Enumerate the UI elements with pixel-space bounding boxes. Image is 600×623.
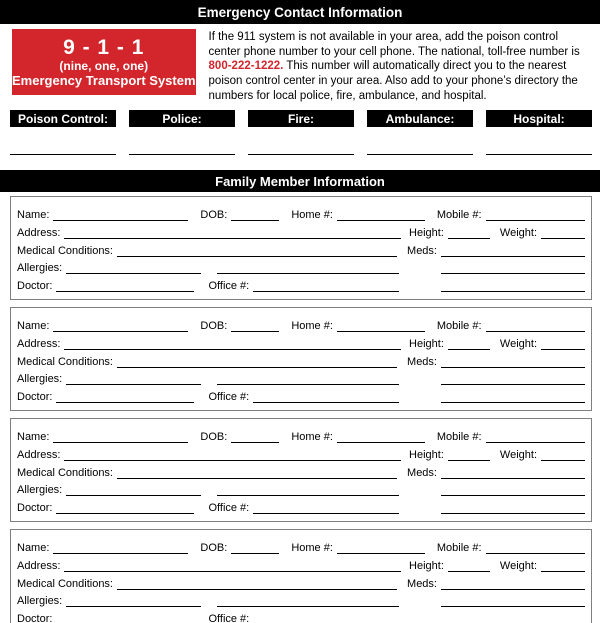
height-label: Height:	[409, 337, 444, 350]
doctor-row	[17, 608, 585, 623]
emergency-contact-write-lines	[10, 139, 592, 155]
allergies-continuation-line	[217, 594, 399, 607]
height-write-line	[448, 337, 490, 350]
name-label: Name:	[17, 320, 50, 332]
family-section-title	[0, 170, 600, 192]
dob-write-line	[231, 319, 279, 332]
dob-label: DOB:	[200, 209, 228, 221]
paragraph-text-after: This number will automatically direct you to the nearest poison control center in your area. Also add to your phone’s directory the numbers for local police, fire, ambulance, and hospital.	[208, 60, 578, 102]
meds-continuation-line-2	[441, 501, 585, 514]
911-red-box	[12, 29, 196, 95]
meds-continuation-line	[441, 372, 585, 385]
doctor-write-line	[56, 279, 194, 292]
medical-conditions-row	[17, 462, 585, 479]
medical-conditions-write-line	[117, 355, 397, 368]
meds-continuation-line	[441, 594, 585, 607]
doctor-row	[17, 497, 585, 514]
address-row	[17, 333, 585, 350]
label-hospital: Hospital:	[486, 110, 592, 127]
office-phone-write-line	[253, 612, 399, 623]
address-label: Address:	[17, 337, 61, 350]
dob-label: DOB:	[200, 542, 228, 554]
doctor-write-line	[56, 501, 194, 514]
mobile-phone-label: Mobile #:	[436, 431, 482, 443]
allergies-row	[17, 257, 585, 274]
address-write-line	[64, 448, 401, 461]
medical-conditions-label: Medical Conditions:	[17, 577, 113, 590]
name-write-line	[53, 319, 188, 332]
height-label: Height:	[409, 226, 444, 239]
office-phone-label: Office #:	[208, 502, 250, 514]
doctor-label: Doctor:	[17, 502, 53, 514]
mobile-phone-write-line	[486, 319, 585, 332]
911-caption: Emergency Transport System	[12, 73, 196, 88]
meds-continuation-line	[441, 483, 585, 496]
doctor-row	[17, 386, 585, 403]
office-phone-write-line	[253, 279, 399, 292]
allergies-continuation-line	[217, 372, 399, 385]
family-member-block	[10, 196, 592, 300]
allergies-write-line	[66, 372, 201, 385]
emergency-contact-labels	[10, 110, 592, 127]
medical-conditions-row	[17, 351, 585, 368]
dob-write-line	[231, 541, 279, 554]
medical-conditions-write-line	[117, 466, 397, 479]
911-number: 9 - 1 - 1	[63, 36, 145, 59]
name-label: Name:	[17, 209, 50, 221]
intro-section	[12, 29, 592, 104]
meds-continuation-line-2	[441, 390, 585, 403]
poison-control-write-line	[10, 139, 116, 155]
label-poison-control: Poison Control:	[10, 110, 116, 127]
office-phone-label: Office #:	[208, 280, 250, 292]
allergies-continuation-line	[217, 261, 399, 274]
office-phone-write-line	[253, 390, 399, 403]
medical-conditions-row	[17, 240, 585, 257]
family-member-block	[10, 529, 592, 623]
address-row	[17, 555, 585, 572]
hospital-write-line	[486, 139, 592, 155]
medical-conditions-label: Medical Conditions:	[17, 355, 113, 368]
home-phone-label: Home #:	[291, 431, 333, 443]
label-ambulance: Ambulance:	[367, 110, 473, 127]
weight-label: Weight:	[499, 559, 537, 572]
meds-write-line	[441, 355, 585, 368]
home-phone-write-line	[337, 541, 425, 554]
fire-write-line	[248, 139, 354, 155]
mobile-phone-label: Mobile #:	[436, 542, 482, 554]
home-phone-write-line	[337, 208, 425, 221]
address-write-line	[64, 337, 401, 350]
doctor-label: Doctor:	[17, 613, 53, 623]
label-fire: Fire:	[248, 110, 354, 127]
allergies-write-line	[66, 483, 201, 496]
family-member-block	[10, 418, 592, 522]
medical-conditions-write-line	[117, 244, 397, 257]
address-label: Address:	[17, 448, 61, 461]
height-label: Height:	[409, 448, 444, 461]
medical-conditions-label: Medical Conditions:	[17, 466, 113, 479]
address-label: Address:	[17, 226, 61, 239]
height-label: Height:	[409, 559, 444, 572]
weight-write-line	[541, 226, 585, 239]
office-phone-label: Office #:	[208, 613, 250, 623]
name-write-line	[53, 541, 188, 554]
meds-write-line	[441, 466, 585, 479]
weight-label: Weight:	[499, 448, 537, 461]
meds-label: Meds:	[407, 466, 437, 479]
weight-write-line	[541, 559, 585, 572]
allergies-write-line	[66, 594, 201, 607]
doctor-write-line	[56, 612, 194, 623]
weight-write-line	[541, 337, 585, 350]
allergies-row	[17, 479, 585, 496]
911-phonetic: (nine, one, one)	[59, 59, 149, 73]
home-phone-write-line	[337, 319, 425, 332]
office-phone-label: Office #:	[208, 391, 250, 403]
poison-control-paragraph	[209, 29, 592, 104]
address-row	[17, 222, 585, 239]
height-write-line	[448, 448, 490, 461]
paragraph-text-before: If the 911 system is not available in your area, add the poison control center phone number to your cell phone. The national, toll-free number is	[208, 31, 580, 58]
name-row	[17, 426, 585, 443]
address-write-line	[64, 559, 401, 572]
allergies-write-line	[66, 261, 201, 274]
dob-label: DOB:	[200, 320, 228, 332]
allergies-label: Allergies:	[17, 262, 63, 275]
medical-conditions-label: Medical Conditions:	[17, 244, 113, 257]
mobile-phone-write-line	[486, 208, 585, 221]
doctor-label: Doctor:	[17, 280, 53, 292]
name-row	[17, 315, 585, 332]
name-row	[17, 204, 585, 221]
doctor-write-line	[56, 390, 194, 403]
allergies-continuation-line	[217, 483, 399, 496]
meds-continuation-line	[441, 261, 585, 274]
home-phone-label: Home #:	[291, 542, 333, 554]
address-row	[17, 444, 585, 461]
medical-conditions-row	[17, 573, 585, 590]
poison-control-phone-number: 800-222-1222.	[208, 60, 284, 73]
meds-continuation-line-2	[441, 279, 585, 292]
mobile-phone-label: Mobile #:	[436, 320, 482, 332]
height-write-line	[448, 226, 490, 239]
meds-continuation-line-2	[441, 612, 585, 623]
mobile-phone-label: Mobile #:	[436, 209, 482, 221]
ambulance-write-line	[367, 139, 473, 155]
weight-label: Weight:	[499, 337, 537, 350]
name-write-line	[53, 208, 188, 221]
doctor-label: Doctor:	[17, 391, 53, 403]
meds-write-line	[441, 244, 585, 257]
medical-conditions-write-line	[117, 577, 397, 590]
weight-label: Weight:	[499, 226, 537, 239]
home-phone-write-line	[337, 430, 425, 443]
mobile-phone-write-line	[486, 541, 585, 554]
family-member-block	[10, 307, 592, 411]
dob-write-line	[231, 430, 279, 443]
address-write-line	[64, 226, 401, 239]
police-write-line	[129, 139, 235, 155]
allergies-label: Allergies:	[17, 595, 63, 608]
home-phone-label: Home #:	[291, 209, 333, 221]
mobile-phone-write-line	[486, 430, 585, 443]
name-label: Name:	[17, 431, 50, 443]
family-section-title-text: Family Member Information	[215, 173, 385, 189]
meds-label: Meds:	[407, 355, 437, 368]
label-police: Police:	[129, 110, 235, 127]
name-write-line	[53, 430, 188, 443]
allergies-row	[17, 590, 585, 607]
meds-label: Meds:	[407, 244, 437, 257]
weight-write-line	[541, 448, 585, 461]
meds-write-line	[441, 577, 585, 590]
name-label: Name:	[17, 542, 50, 554]
home-phone-label: Home #:	[291, 320, 333, 332]
dob-write-line	[231, 208, 279, 221]
allergies-label: Allergies:	[17, 484, 63, 497]
page-title-text: Emergency Contact Information	[197, 4, 403, 20]
height-write-line	[448, 559, 490, 572]
office-phone-write-line	[253, 501, 399, 514]
family-members	[10, 196, 592, 623]
address-label: Address:	[17, 559, 61, 572]
dob-label: DOB:	[200, 431, 228, 443]
meds-label: Meds:	[407, 577, 437, 590]
allergies-label: Allergies:	[17, 373, 63, 386]
doctor-row	[17, 275, 585, 292]
allergies-row	[17, 368, 585, 385]
name-row	[17, 537, 585, 554]
page-title	[0, 0, 600, 24]
